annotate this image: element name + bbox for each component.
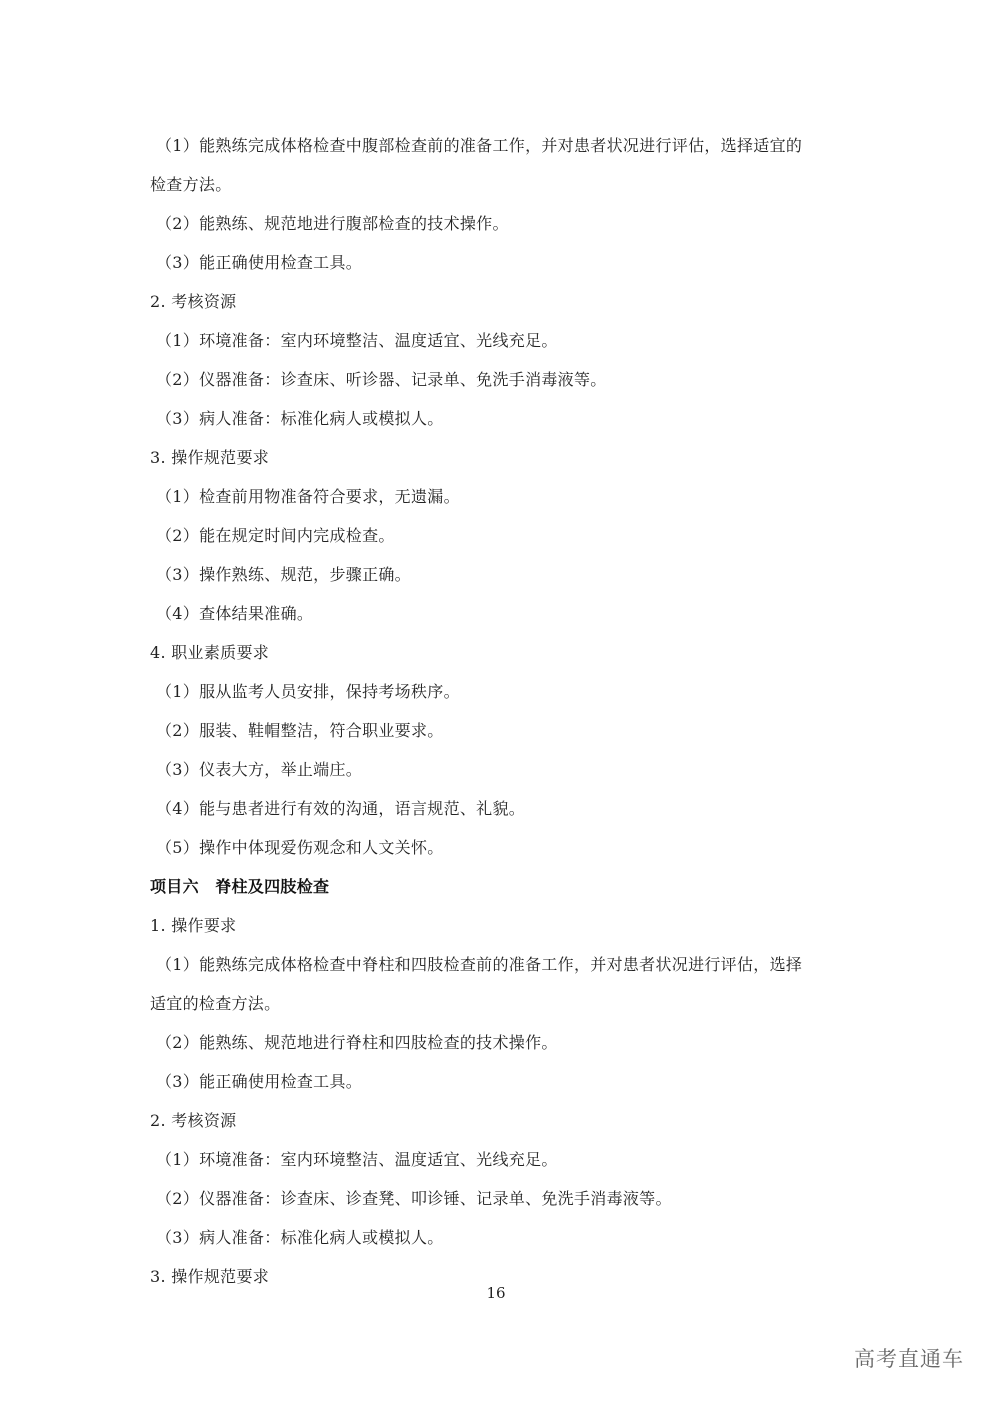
list-item: （1）能熟练完成体格检查中脊柱和四肢检查前的准备工作，并对患者状况进行评估，选择	[156, 955, 803, 974]
list-item: （1）能熟练完成体格检查中腹部检查前的准备工作，并对患者状况进行评估，选择适宜的	[156, 136, 803, 155]
list-item: （3）病人准备：标准化病人或模拟人。	[156, 1228, 444, 1247]
list-item: （1）检查前用物准备符合要求，无遗漏。	[156, 487, 460, 506]
list-item: （4）能与患者进行有效的沟通，语言规范、礼貌。	[156, 799, 526, 818]
list-item: （1）环境准备：室内环境整洁、温度适宜、光线充足。	[156, 331, 558, 350]
list-item: （2）能熟练、规范地进行腹部检查的技术操作。	[156, 214, 509, 233]
list-item: （3）能正确使用检查工具。	[156, 1072, 363, 1091]
paragraph-line: 适宜的检查方法。	[150, 994, 281, 1013]
list-item: （3）病人准备：标准化病人或模拟人。	[156, 409, 444, 428]
list-item: （5）操作中体现爱伤观念和人文关怀。	[156, 838, 444, 857]
list-item: （3）仪表大方，举止端庄。	[156, 760, 363, 779]
document-body	[150, 126, 850, 1296]
paragraph-line: 检查方法。	[150, 175, 232, 194]
list-item: （3）操作熟练、规范，步骤正确。	[156, 565, 411, 584]
list-item: （2）仪器准备：诊查床、诊查凳、叩诊锤、记录单、免洗手消毒液等。	[156, 1189, 672, 1208]
list-item: （3）能正确使用检查工具。	[156, 253, 363, 272]
paragraph-line: 2. 考核资源	[150, 1111, 237, 1130]
paragraph-line: 1. 操作要求	[150, 916, 237, 935]
list-item: （1）环境准备：室内环境整洁、温度适宜、光线充足。	[156, 1150, 558, 1169]
page-number: 16	[486, 1284, 506, 1302]
paragraph-line: 3. 操作规范要求	[150, 1267, 270, 1286]
paragraph-line: 2. 考核资源	[150, 292, 237, 311]
paragraph-line: 4. 职业素质要求	[150, 643, 270, 662]
list-item: （1）服从监考人员安排，保持考场秩序。	[156, 682, 460, 701]
list-item: （2）能在规定时间内完成检查。	[156, 526, 395, 545]
list-item: （2）服装、鞋帽整洁，符合职业要求。	[156, 721, 444, 740]
watermark-text: 高考直通车	[854, 1347, 964, 1371]
paragraph-line: 3. 操作规范要求	[150, 448, 270, 467]
list-item: （2）仪器准备：诊查床、听诊器、记录单、免洗手消毒液等。	[156, 370, 607, 389]
section-heading: 项目六 脊柱及四肢检查	[150, 877, 330, 896]
list-item: （2）能熟练、规范地进行脊柱和四肢检查的技术操作。	[156, 1033, 558, 1052]
list-item: （4）查体结果准确。	[156, 604, 314, 623]
